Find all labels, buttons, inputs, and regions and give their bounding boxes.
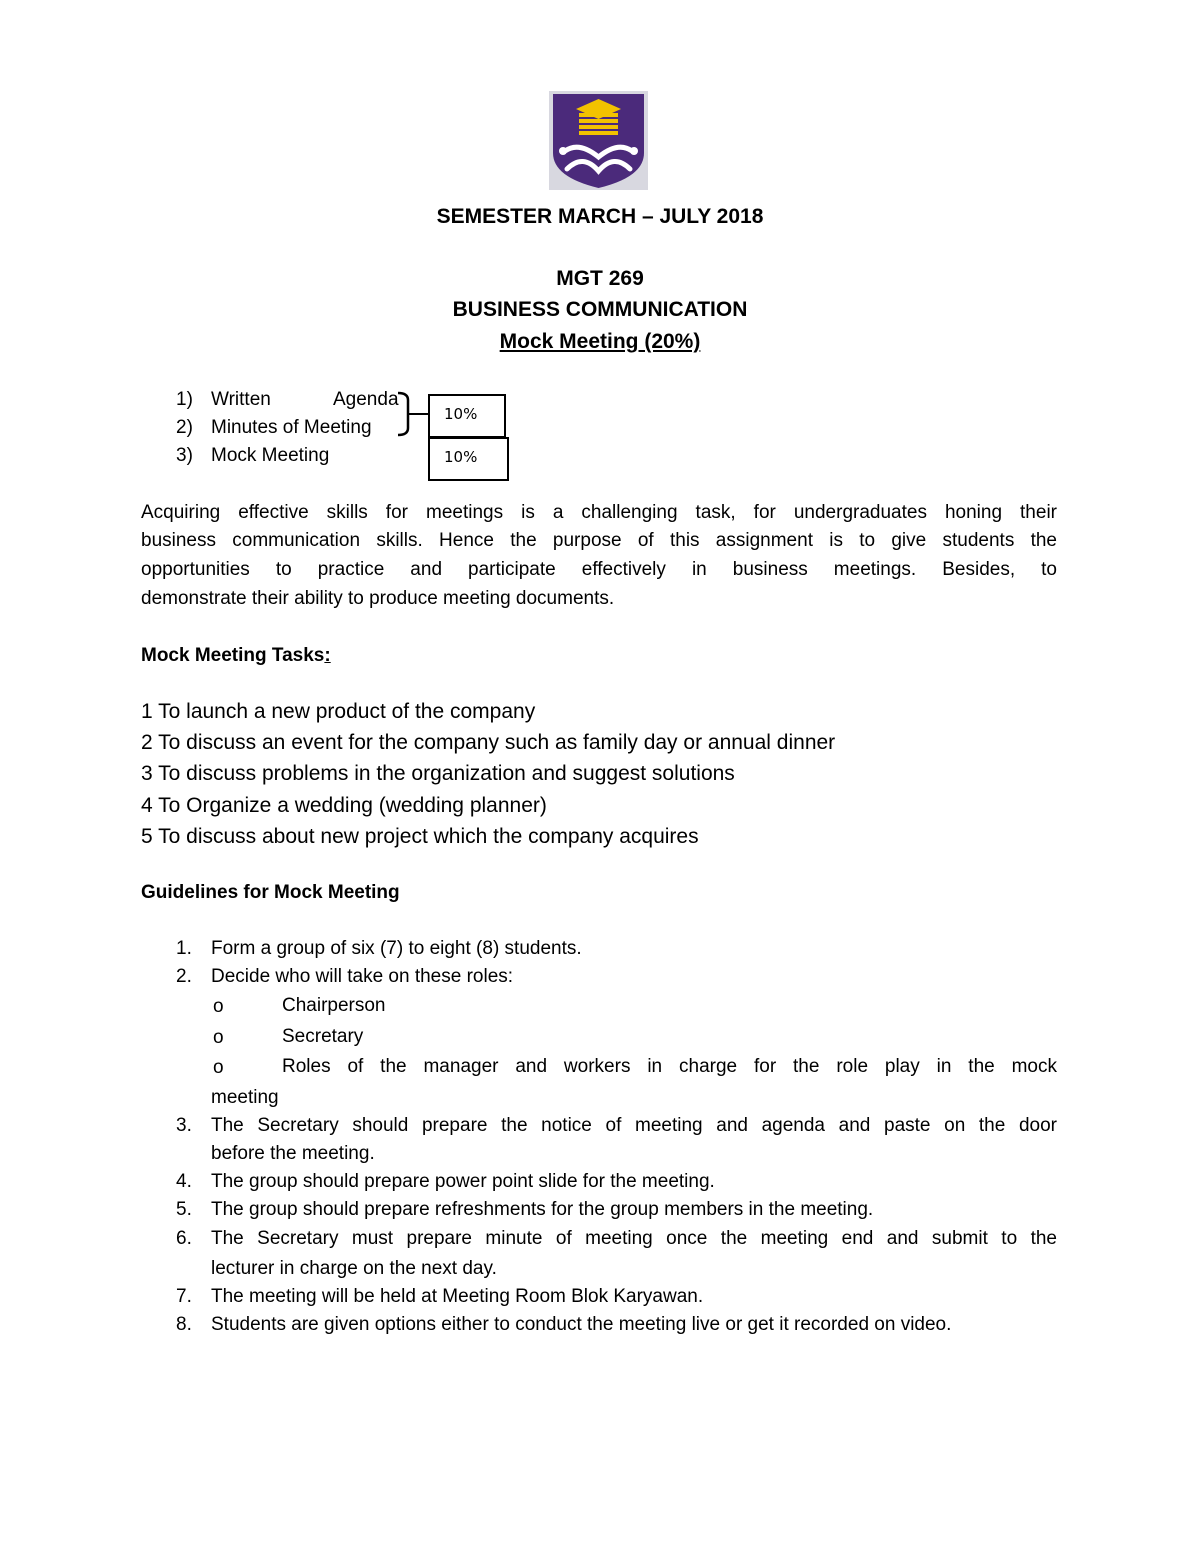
- component-number: 1): [176, 389, 193, 410]
- guideline-number: 8.: [176, 1314, 192, 1335]
- task-item: 3 To discuss problems in the organization and suggest solutions: [141, 762, 735, 785]
- guideline-text: Decide who will take on these roles:: [211, 966, 514, 987]
- tasks-heading: Mock Meeting Tasks:: [141, 645, 331, 666]
- guideline-text: The group should prepare power point slide for the meeting.: [211, 1171, 715, 1192]
- guideline-number: 5.: [176, 1199, 192, 1220]
- guideline-text: The Secretary must prepare minute of meeting once the meeting end and submit to the: [211, 1228, 1057, 1249]
- guideline-number: 1.: [176, 938, 192, 959]
- guideline-text: Students are given options either to conduct the meeting live or get it recorded on video.: [211, 1314, 952, 1335]
- guideline-text: The group should prepare refreshments for the group members in the meeting.: [211, 1199, 874, 1220]
- course-code: MGT 269: [556, 267, 644, 290]
- task-item: 5 To discuss about new project which the company acquires: [141, 825, 699, 848]
- guideline-number: 3.: [176, 1115, 192, 1136]
- assessment-title: Mock Meeting (20%): [499, 330, 701, 353]
- course-name: BUSINESS COMMUNICATION: [452, 298, 748, 321]
- guideline-number: 4.: [176, 1171, 192, 1192]
- component-label: Written: [211, 389, 271, 410]
- weight-box-mock: 10%: [428, 437, 509, 481]
- guideline-number: 6.: [176, 1228, 192, 1249]
- guideline-text: Form a group of six (7) to eight (8) students.: [211, 938, 582, 959]
- component-label: Minutes of Meeting: [211, 417, 372, 438]
- component-label-agenda: Agenda: [333, 389, 399, 410]
- bracket-icon: [396, 390, 430, 438]
- role-manager-workers-cont: meeting: [211, 1087, 279, 1108]
- intro-line: Acquiring effective skills for meetings is a challenging task, for undergraduates honing their: [141, 502, 1057, 523]
- intro-line: business communication skills. Hence the purpose of this assignment is to give students the: [141, 530, 1057, 551]
- component-label: Mock Meeting: [211, 445, 330, 466]
- role-bullet: o: [213, 1027, 224, 1048]
- weight-box-written: 10%: [428, 394, 506, 438]
- guideline-text-cont: lecturer in charge on the next day.: [211, 1258, 497, 1279]
- university-crest-logo: [549, 91, 648, 190]
- semester-heading: SEMESTER MARCH – JULY 2018: [436, 205, 764, 228]
- guideline-number: 2.: [176, 966, 192, 987]
- role-bullet: o: [213, 996, 224, 1017]
- guideline-number: 7.: [176, 1286, 192, 1307]
- intro-line: demonstrate their ability to produce meeting documents.: [141, 588, 615, 609]
- component-number: 3): [176, 445, 193, 466]
- role-bullet: o: [213, 1057, 224, 1078]
- task-item: 1 To launch a new product of the company: [141, 700, 536, 723]
- task-item: 2 To discuss an event for the company such as family day or annual dinner: [141, 731, 836, 754]
- guideline-text: The Secretary should prepare the notice of meeting and agenda and paste on the door: [211, 1115, 1057, 1136]
- guideline-text-cont: before the meeting.: [211, 1143, 375, 1164]
- role-manager-workers: Roles of the manager and workers in charge for the role play in the mock: [282, 1056, 1057, 1077]
- guidelines-heading: Guidelines for Mock Meeting: [141, 882, 400, 903]
- intro-line: opportunities to practice and participate effectively in business meetings. Besides, to: [141, 559, 1057, 580]
- component-number: 2): [176, 417, 193, 438]
- role-secretary: Secretary: [282, 1026, 364, 1047]
- guideline-text: The meeting will be held at Meeting Room Blok Karyawan.: [211, 1286, 704, 1307]
- task-item: 4 To Organize a wedding (wedding planner): [141, 794, 547, 817]
- role-chairperson: Chairperson: [282, 995, 386, 1016]
